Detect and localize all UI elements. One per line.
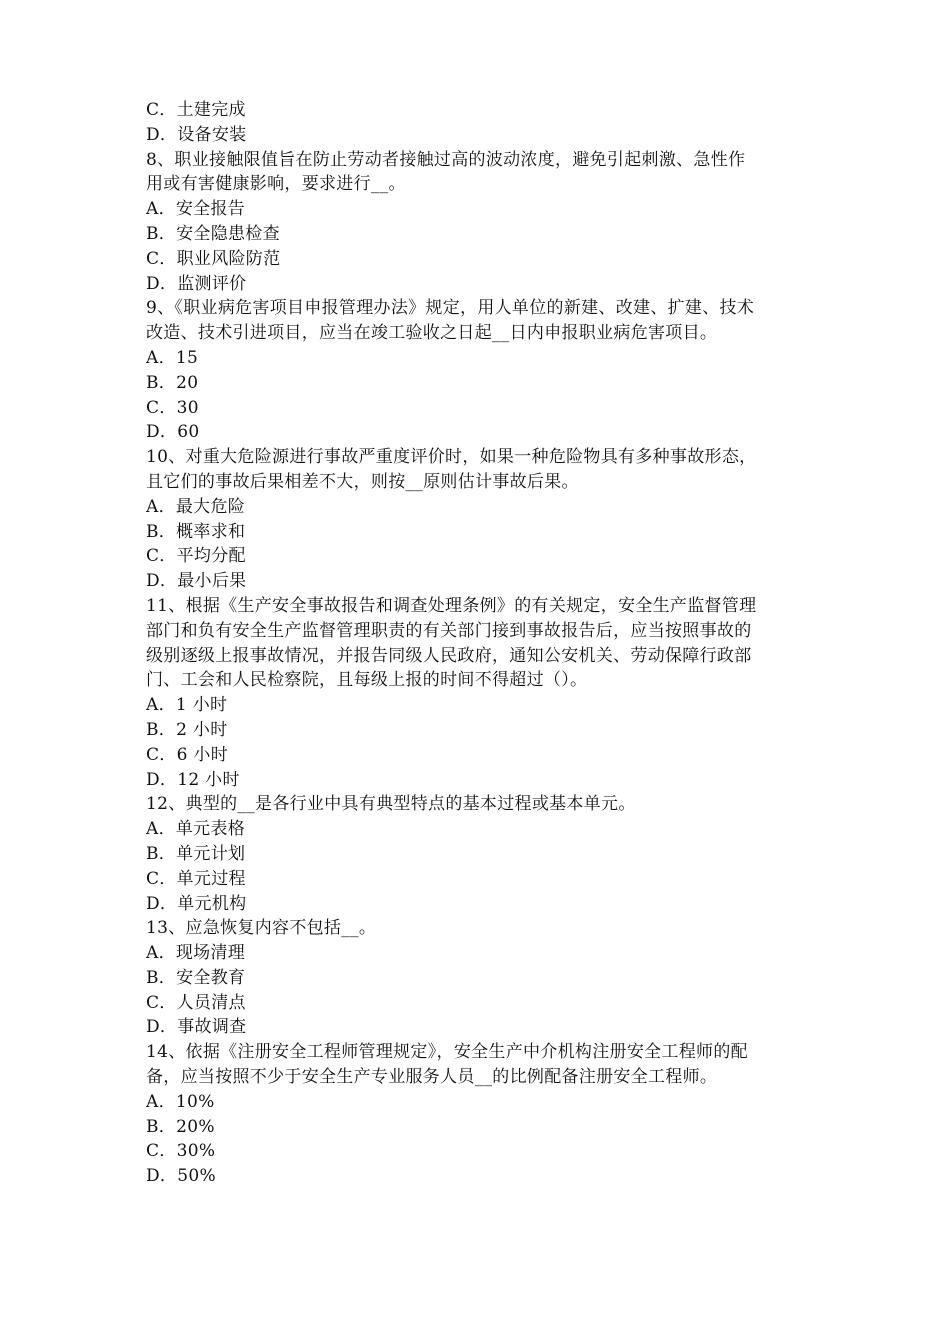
option-line: A．现场清理 xyxy=(146,943,246,964)
option-line: C．6 小时 xyxy=(146,744,229,765)
question-text-line: 13、应急恢复内容不包括__。 xyxy=(146,918,377,939)
question-text-line: 9、《职业病危害项目申报管理办法》规定，用人单位的新建、改建、扩建、技术 xyxy=(146,298,755,319)
option-line: D．监测评价 xyxy=(146,273,247,294)
option-line: B．单元计划 xyxy=(146,843,246,864)
option-line: B．安全教育 xyxy=(146,967,246,988)
option-line: C．平均分配 xyxy=(146,546,246,567)
option-line: A．单元表格 xyxy=(146,819,246,840)
option-line: B．2 小时 xyxy=(146,719,228,740)
option-line: D．12 小时 xyxy=(146,769,240,790)
question-9 xyxy=(146,296,818,445)
question-text-line: 10、对重大危险源进行事故严重度评价时，如果一种危险物具有多种事故形态， xyxy=(146,447,757,468)
option-line: C．人员清点 xyxy=(146,992,246,1013)
previous-question-options xyxy=(146,98,818,148)
option-line: C．土建完成 xyxy=(146,100,246,120)
question-text-line: 12、典型的__是各行业中具有典型特点的基本过程或基本单元。 xyxy=(146,794,636,815)
document-page xyxy=(146,98,818,1189)
question-text-line: 备，应当按照不少于安全生产专业服务人员__的比例配备注册安全工程师。 xyxy=(146,1067,718,1088)
question-14 xyxy=(146,1040,818,1189)
option-line: D．60 xyxy=(146,422,200,443)
question-11 xyxy=(146,594,818,792)
question-text-line: 11、根据《生产安全事故报告和调查处理条例》的有关规定，安全生产监督管理 xyxy=(146,595,757,616)
question-text-line: 14、依据《注册安全工程师管理规定》，安全生产中介机构注册安全工程师的配 xyxy=(146,1042,748,1063)
option-line: D．单元机构 xyxy=(146,893,247,914)
question-10 xyxy=(146,445,818,594)
option-line: A．1 小时 xyxy=(146,695,228,716)
question-text-line: 且它们的事故后果相差不大，则按__原则估计事故后果。 xyxy=(146,471,579,492)
option-line: D．事故调查 xyxy=(146,1017,247,1038)
option-line: D．最小后果 xyxy=(146,571,247,592)
question-text-line: 用或有害健康影响，要求进行__。 xyxy=(146,174,406,195)
question-text-line: 门、工会和人民检察院，且每级上报的时间不得超过（）。 xyxy=(146,670,588,691)
option-line: C．职业风险防范 xyxy=(146,248,281,269)
question-text-line: 级别逐级上报事故情况，并报告同级人民政府，通知公安机关、劳动保障行政部 xyxy=(146,645,752,666)
option-line: C．30 xyxy=(146,397,199,418)
option-line: D．设备安装 xyxy=(146,124,247,145)
option-line: A．最大危险 xyxy=(146,496,246,517)
question-8 xyxy=(146,148,818,297)
question-12 xyxy=(146,792,818,916)
option-line: B．20% xyxy=(146,1116,215,1137)
option-line: C．30% xyxy=(146,1141,216,1162)
question-text-line: 8、职业接触限值旨在防止劳动者接触过高的波动浓度，避免引起刺激、急性作 xyxy=(146,149,746,170)
option-line: B．20 xyxy=(146,372,199,393)
question-text-line: 改造、技术引进项目，应当在竣工验收之日起__日内申报职业病危害项目。 xyxy=(146,323,718,344)
option-line: C．单元过程 xyxy=(146,868,246,889)
question-13 xyxy=(146,916,818,1040)
option-line: B．概率求和 xyxy=(146,521,246,542)
option-line: A．15 xyxy=(146,347,199,368)
option-line: D．50% xyxy=(146,1166,216,1187)
option-line: A．安全报告 xyxy=(146,199,246,220)
option-line: B．安全隐患检查 xyxy=(146,223,280,244)
question-text-line: 部门和负有安全生产监督管理职责的有关部门接到事故报告后，应当按照事故的 xyxy=(146,620,752,641)
option-line: A．10% xyxy=(146,1091,215,1112)
